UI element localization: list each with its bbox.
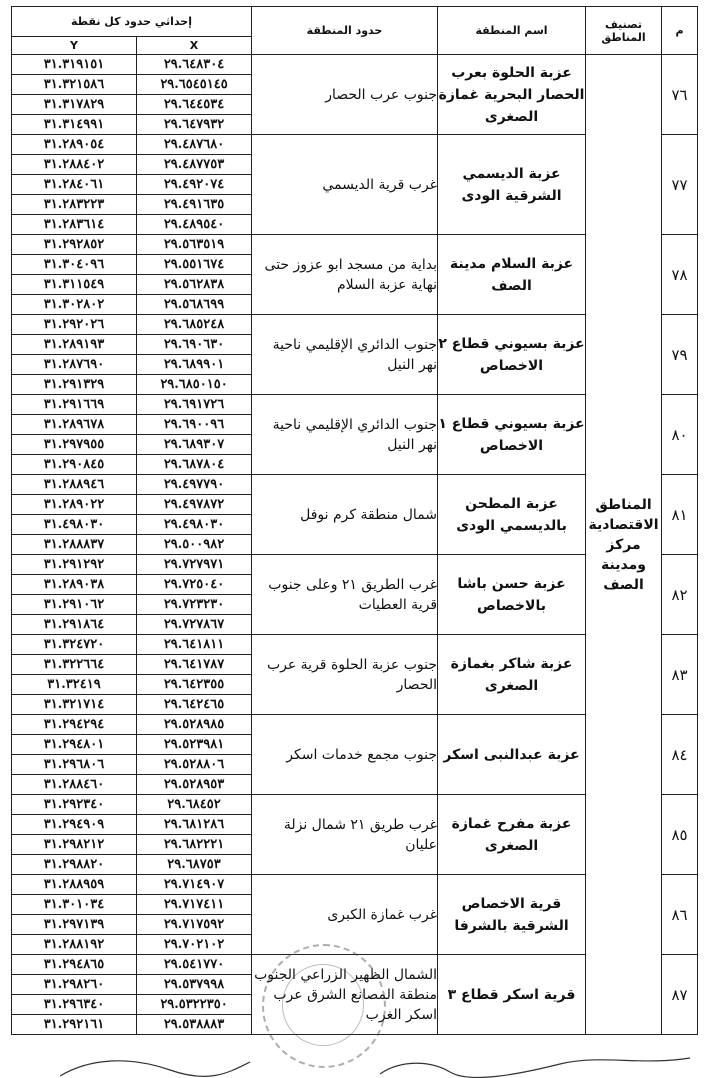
x-coordinate: ٢٩.٥٠٠٩٨٢: [137, 535, 252, 555]
x-coordinate: ٢٩.٧٢٣٢٣٠: [137, 595, 252, 615]
x-coordinate: ٢٩.٦٤٢٣٥٥: [137, 675, 252, 695]
x-coordinate: ٢٩.٤٩١٦٣٥: [137, 195, 252, 215]
zone-name: عزبة بسيوني قطاع ٢ الاخصاص: [438, 315, 586, 395]
x-coordinate: ٢٩.٤٨٧٦٨٠: [137, 135, 252, 155]
zone-name: عزبة مفرح غمازة الصغرى: [438, 795, 586, 875]
y-coordinate: ٣١.٣٠١٠٣٤: [12, 895, 137, 915]
y-coordinate: ٣١.٢٩١٣٢٩: [12, 375, 137, 395]
row-number: ٨٤: [662, 715, 698, 795]
y-coordinate: ٣١.٣٠٢٨٠٢: [12, 295, 137, 315]
row-number: ٨٢: [662, 555, 698, 635]
row-number: ٨٣: [662, 635, 698, 715]
x-coordinate: ٢٩.٤٩٧٨٧٢: [137, 495, 252, 515]
y-coordinate: ٣١.٣١٤٩٩١: [12, 115, 137, 135]
x-coordinate: ٢٩.٧١٤٩٠٧: [137, 875, 252, 895]
zone-bounds: الشمال الظهير الزراعي الجنوب منطقة المصانع الشرق عرب اسكر الغرب: [252, 955, 438, 1035]
y-coordinate: ٣١.٣٢١٧١٤: [12, 695, 137, 715]
bounds-header: حدود المنطقة: [252, 7, 438, 55]
zone-name: عزبة السلام مدينة الصف: [438, 235, 586, 315]
zone-bounds: شمال منطقة كرم نوفل: [252, 475, 438, 555]
x-coordinate: ٢٩.٦٨٧٥٣: [137, 855, 252, 875]
y-coordinate: ٣١.٢٨٣٦١٤: [12, 215, 137, 235]
y-coordinate: ٣١.٣٢٢٦٦٤: [12, 655, 137, 675]
y-coordinate: ٣١.٢٩٢٠٢٦: [12, 315, 137, 335]
y-coordinate: ٣١.٣٢٤١٩: [12, 675, 137, 695]
row-number: ٨٧: [662, 955, 698, 1035]
x-coordinate: ٢٩.٦٨٤٥٢: [137, 795, 252, 815]
row-number: ٧٦: [662, 55, 698, 135]
y-coordinate: ٣١.٢٩١٦٦٩: [12, 395, 137, 415]
x-coordinate: ٢٩.٤٩٢٠٧٤: [137, 175, 252, 195]
y-coordinate: ٣١.٢٩٨٢١٢: [12, 835, 137, 855]
x-coordinate: ٢٩.٥٣٢٢٣٥٠: [137, 995, 252, 1015]
x-coordinate: ٢٩.٤٩٧٧٩٠: [137, 475, 252, 495]
x-coordinate: ٢٩.٥٣٨٨٨٣: [137, 1015, 252, 1035]
y-coordinate: ٣١.٢٩١٨٦٤: [12, 615, 137, 635]
row-number: ٨٠: [662, 395, 698, 475]
y-header: Y: [12, 37, 137, 55]
zone-bounds: جنوب الدائري الإقليمي ناحية نهر النيل: [252, 315, 438, 395]
y-coordinate: ٣١.٢٨٨٩٤٦: [12, 475, 137, 495]
y-coordinate: ٣١.٢٩٧٩٥٥: [12, 435, 137, 455]
y-coordinate: ٣١.٢٩٢٨٥٢: [12, 235, 137, 255]
x-coordinate: ٢٩.٦٨٧٨٠٤: [137, 455, 252, 475]
x-coordinate: ٢٩.٧١٧٥٩٢: [137, 915, 252, 935]
zone-name: عزبة بسيوني قطاع ١ الاخصاص: [438, 395, 586, 475]
signature-scribble: [0, 1052, 708, 1078]
y-coordinate: ٣١.٢٩٦٨٠٦: [12, 755, 137, 775]
zone-name: عزبة الديسمي الشرقية الودى: [438, 135, 586, 235]
x-coordinate: ٢٩.٥٦٢٨٣٨: [137, 275, 252, 295]
x-coordinate: ٢٩.٦٥٤٥١٤٥: [137, 75, 252, 95]
x-coordinate: ٢٩.٦٩٠٠٩٦: [137, 415, 252, 435]
x-coordinate: ٢٩.٦٨٩٩٠١: [137, 355, 252, 375]
y-coordinate: ٣١.٢٩١٢٩٢: [12, 555, 137, 575]
y-coordinate: ٣١.٢٩٠٨٤٥: [12, 455, 137, 475]
x-coordinate: ٢٩.٥٦٣٥١٩: [137, 235, 252, 255]
row-number: ٧٨: [662, 235, 698, 315]
zone-name: قرية الاخصاص الشرقية بالشرفا: [438, 875, 586, 955]
x-header: X: [137, 37, 252, 55]
row-number: ٨٥: [662, 795, 698, 875]
x-coordinate: ٢٩.٦٤٤٥٣٤: [137, 95, 252, 115]
y-coordinate: ٣١.٣٢٤٧٢٠: [12, 635, 137, 655]
y-coordinate: ٣١.٢٨٧٦٩٠: [12, 355, 137, 375]
y-coordinate: ٣١.٢٩٢٣٤٠: [12, 795, 137, 815]
row-number: ٨١: [662, 475, 698, 555]
zone-name: عزبة شاكر بغمازة الصغرى: [438, 635, 586, 715]
y-coordinate: ٣١.٣١٧٨٢٩: [12, 95, 137, 115]
x-coordinate: ٢٩.٧٠٢١٠٢: [137, 935, 252, 955]
x-coordinate: ٢٩.٥٥١٦٧٤: [137, 255, 252, 275]
y-coordinate: ٣١.٢٨٨٨٣٧: [12, 535, 137, 555]
x-coordinate: ٢٩.٧١٧٤١١: [137, 895, 252, 915]
x-coordinate: ٢٩.٧٢٧٩٧١: [137, 555, 252, 575]
x-coordinate: ٢٩.٦٤٨٣٠٤: [137, 55, 252, 75]
zone-bounds: بداية من مسجد ابو عزوز حتى نهاية عزبة السلام: [252, 235, 438, 315]
y-coordinate: ٣١.٢٩٨٨٢٠: [12, 855, 137, 875]
y-coordinate: ٣١.٢٩٢١٦١: [12, 1015, 137, 1035]
table-body: [12, 55, 698, 1035]
y-coordinate: ٣١.٢٨٨٤٦٠: [12, 775, 137, 795]
zone-name: عزبة حسن باشا بالاخصاص: [438, 555, 586, 635]
x-coordinate: ٢٩.٦٤٢٤٦٥: [137, 695, 252, 715]
zone-bounds: جنوب عرب الحصار: [252, 55, 438, 135]
y-coordinate: ٣١.٢٩٤٩٠٩: [12, 815, 137, 835]
zone-bounds: غرب قرية الديسمي: [252, 135, 438, 235]
x-coordinate: ٢٩.٦٤٧٩٣٢: [137, 115, 252, 135]
zone-bounds: جنوب مجمع خدمات اسكر: [252, 715, 438, 795]
x-coordinate: ٢٩.٦٨٢٢٢١: [137, 835, 252, 855]
zone-classification: المناطق الاقتصادية مركز ومدينة الصف: [586, 55, 662, 1035]
x-coordinate: ٢٩.٦٨٥٠١٥٠: [137, 375, 252, 395]
table-row: [12, 55, 698, 75]
x-coordinate: ٢٩.٤٩٨٠٣٠: [137, 515, 252, 535]
x-coordinate: ٢٩.٥٦٨٦٩٩: [137, 295, 252, 315]
x-coordinate: ٢٩.٥٢٨٨٠٦: [137, 755, 252, 775]
x-coordinate: ٢٩.٦٨٩٣٠٧: [137, 435, 252, 455]
y-coordinate: ٣١.٢٨٩٦٧٨: [12, 415, 137, 435]
y-coordinate: ٣١.٤٩٨٠٣٠: [12, 515, 137, 535]
y-coordinate: ٣١.٢٩٧١٣٩: [12, 915, 137, 935]
zone-name: عزبة الحلوة بعرب الحصار البحرية غمازة الصغرى: [438, 55, 586, 135]
x-coordinate: ٢٩.٥٣٧٩٩٨: [137, 975, 252, 995]
x-coordinate: ٢٩.٥٢٨٩٥٣: [137, 775, 252, 795]
y-coordinate: ٣١.٢٨٩٠٢٢: [12, 495, 137, 515]
y-coordinate: ٣١.٢٩٤٨٦٥: [12, 955, 137, 975]
y-coordinate: ٣١.٢٨٩١٩٣: [12, 335, 137, 355]
x-coordinate: ٢٩.٦٤١٨١١: [137, 635, 252, 655]
zone-name: عزبة عبدالنبى اسكر: [438, 715, 586, 795]
y-coordinate: ٣١.٢٨٨٤٠٢: [12, 155, 137, 175]
x-coordinate: ٢٩.٤٨٧٧٥٣: [137, 155, 252, 175]
y-coordinate: ٣١.٢٨٩٠٣٨: [12, 575, 137, 595]
zone-bounds: جنوب عزبة الحلوة قرية عرب الحصار: [252, 635, 438, 715]
y-coordinate: ٣١.٢٨٤٠٦١: [12, 175, 137, 195]
coords-header: إحداثي حدود كل نقطة: [12, 7, 252, 37]
zone-bounds: غرب الطريق ٢١ وعلى جنوب قرية العطيات: [252, 555, 438, 635]
zones-table: [11, 6, 698, 1035]
x-coordinate: ٢٩.٦٤١٧٨٧: [137, 655, 252, 675]
x-coordinate: ٢٩.٧٢٥٠٤٠: [137, 575, 252, 595]
y-coordinate: ٣١.٢٩٦٣٤٠: [12, 995, 137, 1015]
zone-bounds: جنوب الدائري الإقليمي ناحية نهر النيل: [252, 395, 438, 475]
zone-bounds: غرب طريق ٢١ شمال نزلة عليان: [252, 795, 438, 875]
x-coordinate: ٢٩.٥٤١٧٧٠: [137, 955, 252, 975]
x-coordinate: ٢٩.٦٩١٧٢٦: [137, 395, 252, 415]
x-coordinate: ٢٩.٤٨٩٥٤٠: [137, 215, 252, 235]
classification-header: تصنيف المناطق: [586, 7, 662, 55]
zone-bounds: غرب غمازة الكبرى: [252, 875, 438, 955]
y-coordinate: ٣١.٢٨٩٠٥٤: [12, 135, 137, 155]
zone-name: قرية اسكر قطاع ٣: [438, 955, 586, 1035]
y-coordinate: ٣١.٢٨٨١٩٢: [12, 935, 137, 955]
y-coordinate: ٣١.٢٨٨٩٥٩: [12, 875, 137, 895]
x-coordinate: ٢٩.٧٢٧٨٦٧: [137, 615, 252, 635]
y-coordinate: ٣١.٣٠٤٠٩٦: [12, 255, 137, 275]
y-coordinate: ٣١.٣١٩١٥١: [12, 55, 137, 75]
zone-name: عزبة المطحن بالديسمي الودى: [438, 475, 586, 555]
name-header: اسم المنطقة: [438, 7, 586, 55]
y-coordinate: ٣١.٣١١٥٤٩: [12, 275, 137, 295]
y-coordinate: ٣١.٢٩٤٨٠١: [12, 735, 137, 755]
y-coordinate: ٣١.٢٨٣٢٢٣: [12, 195, 137, 215]
num-header: م: [662, 7, 698, 55]
row-number: ٨٦: [662, 875, 698, 955]
row-number: ٧٩: [662, 315, 698, 395]
y-coordinate: ٣١.٢٩٨٢٦٠: [12, 975, 137, 995]
x-coordinate: ٢٩.٥٢٨٩٨٥: [137, 715, 252, 735]
x-coordinate: ٢٩.٦٨١٢٨٦: [137, 815, 252, 835]
y-coordinate: ٣١.٣٢١٥٨٦: [12, 75, 137, 95]
row-number: ٧٧: [662, 135, 698, 235]
x-coordinate: ٢٩.٦٩٠٦٣٠: [137, 335, 252, 355]
x-coordinate: ٢٩.٥٢٣٩٨١: [137, 735, 252, 755]
y-coordinate: ٣١.٢٩١٠٦٢: [12, 595, 137, 615]
y-coordinate: ٣١.٢٩٤٢٩٤: [12, 715, 137, 735]
x-coordinate: ٢٩.٦٨٥٢٤٨: [137, 315, 252, 335]
